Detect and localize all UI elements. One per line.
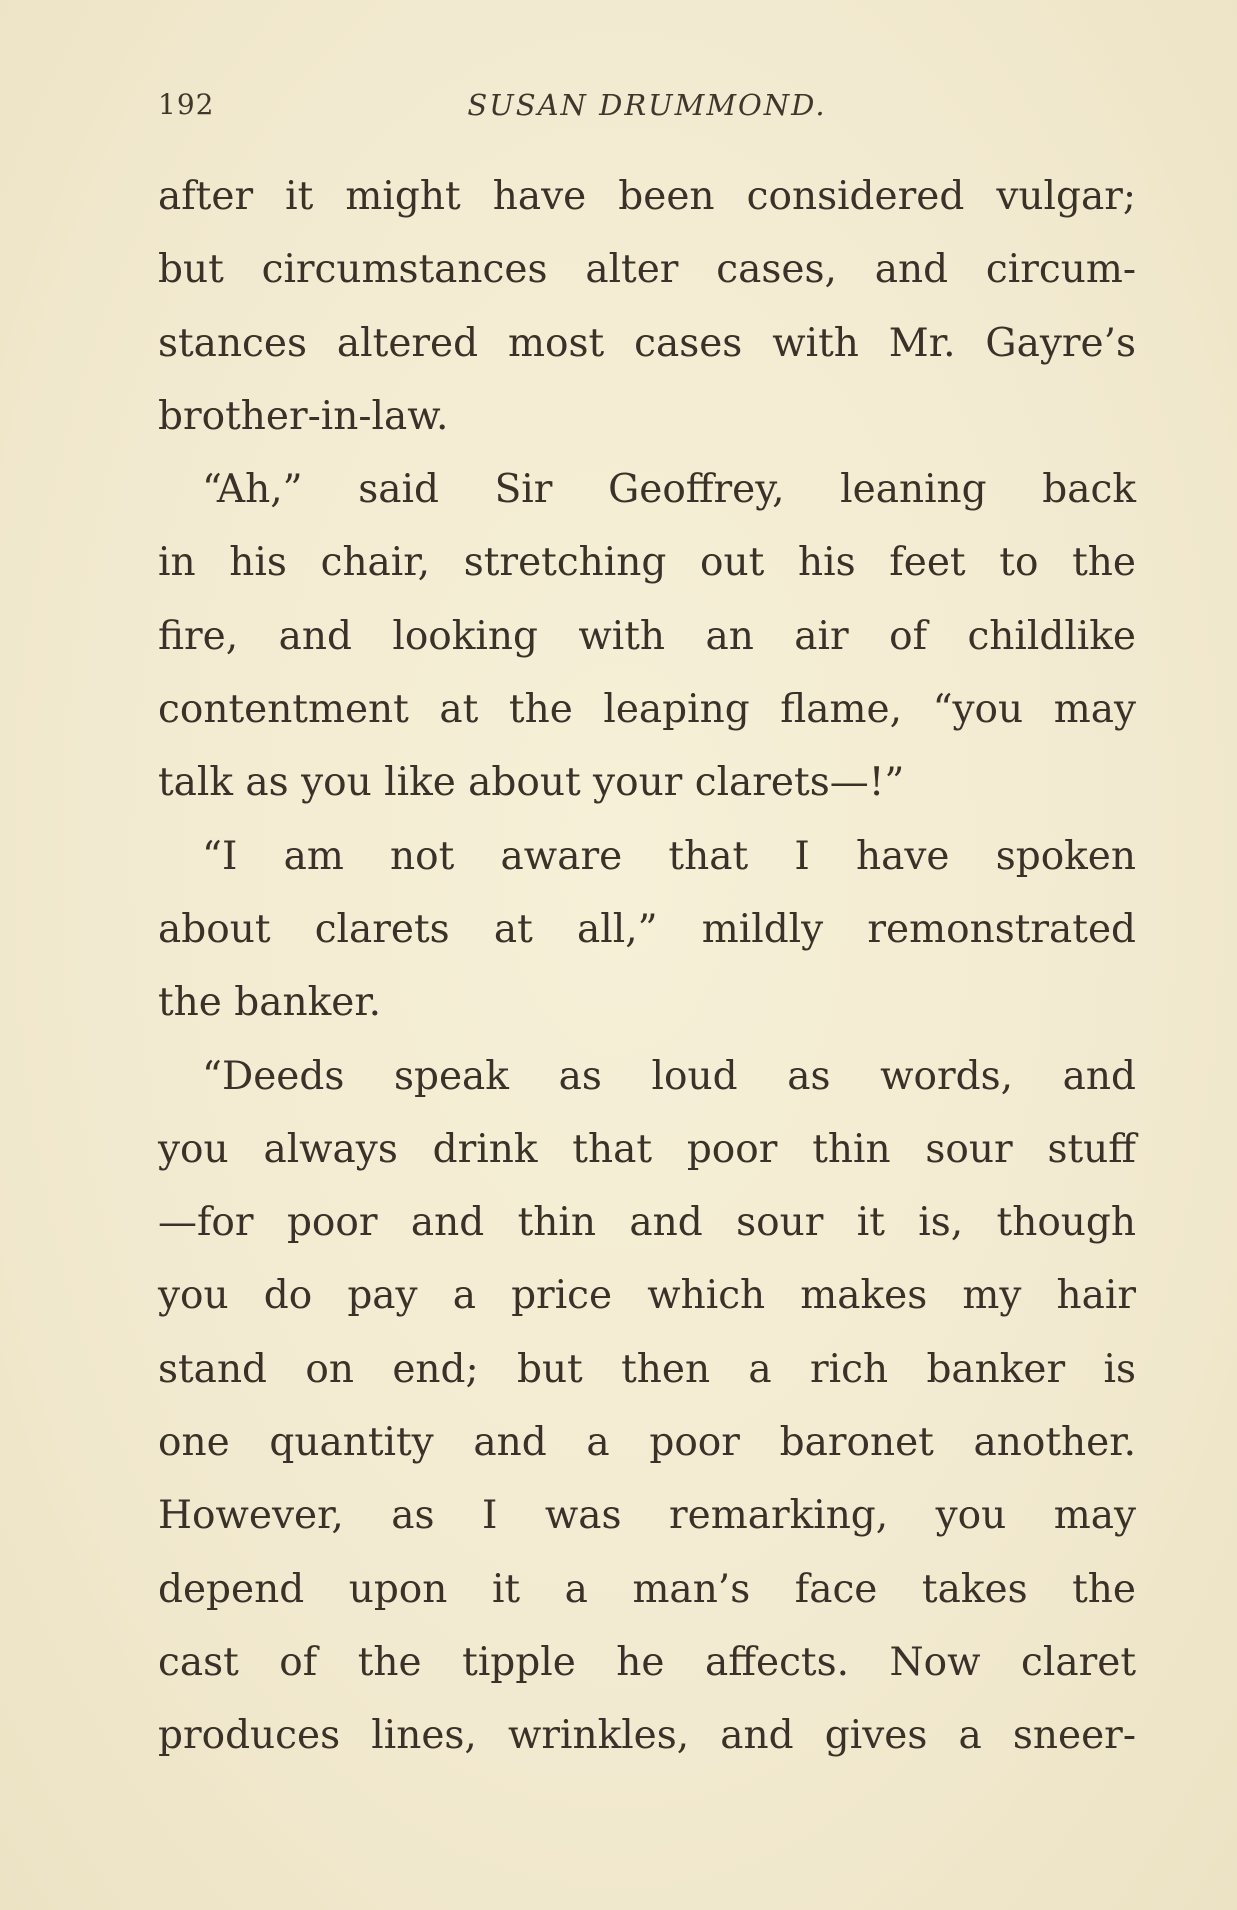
text-line: the banker. <box>158 980 382 1026</box>
body-text <box>158 160 1136 1773</box>
text-line: cast of the tipple he affects. Now claret <box>158 1639 1136 1685</box>
text-line: talk as you like about your clarets—!” <box>158 760 905 806</box>
text-line: “I am not aware that I have spoken <box>202 833 1136 879</box>
text-line: one quantity and a poor baronet another. <box>158 1420 1136 1466</box>
text-line: fire, and looking with an air of childlike <box>158 613 1136 659</box>
text-line: in his chair, stretching out his feet to the <box>158 540 1136 586</box>
text-line: you always drink that poor thin sour stuff <box>158 1126 1136 1172</box>
text-line: but circumstances alter cases, and circum- <box>158 247 1136 293</box>
text-line: contentment at the leaping flame, “you may <box>158 687 1136 733</box>
book-title: SUSAN DRUMMOND. <box>467 88 827 122</box>
running-head <box>158 88 1136 132</box>
text-line: However, as I was remarking, you may <box>158 1493 1136 1539</box>
text-line: stances altered most cases with Mr. Gayre’s <box>158 320 1136 366</box>
text-line: depend upon it a man’s face takes the <box>158 1566 1136 1612</box>
text-line: about clarets at all,” mildly remonstrated <box>158 906 1136 952</box>
text-line: after it might have been considered vulgar; <box>158 174 1136 219</box>
text-line: brother-in-law. <box>158 393 449 439</box>
text-line: —for poor and thin and sour it is, though <box>158 1200 1136 1246</box>
text-line: you do pay a price which makes my hair <box>158 1273 1136 1319</box>
text-line: “Ah,” said Sir Geoffrey, leaning back <box>202 467 1136 513</box>
text-line: produces lines, wrinkles, and gives a sneer- <box>158 1713 1136 1759</box>
text-line: “Deeds speak as loud as words, and <box>202 1053 1136 1099</box>
text-line: stand on end; but then a rich banker is <box>158 1346 1136 1392</box>
page-number: 192 <box>158 88 215 121</box>
